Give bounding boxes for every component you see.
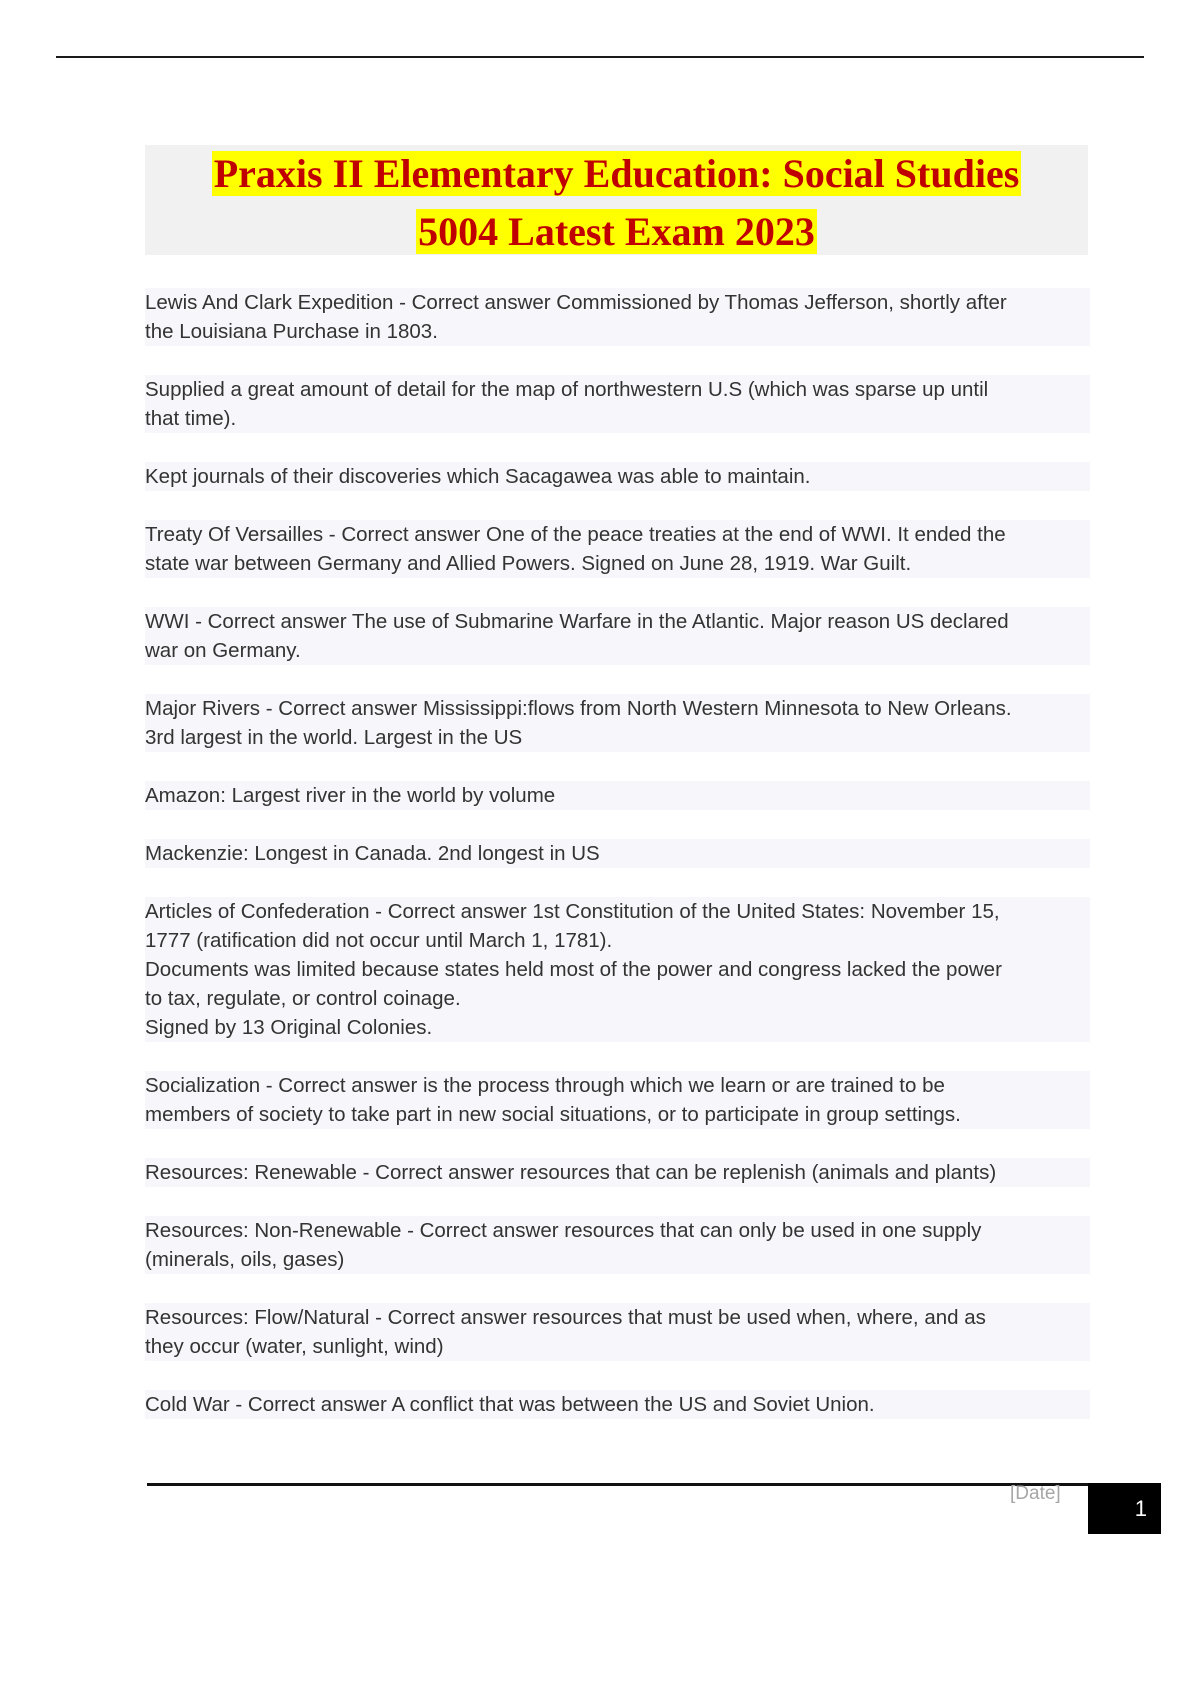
paragraph-line: members of society to take part in new social situations, or to participate in group settings.	[145, 1103, 961, 1126]
paragraph-line: Resources: Renewable - Correct answer resources that can be replenish (animals and plants)	[145, 1161, 997, 1184]
document-body	[145, 288, 1090, 1448]
paragraph	[145, 781, 1090, 810]
paragraph-line: Articles of Confederation - Correct answer 1st Constitution of the United States: November 15,	[145, 900, 1000, 923]
paragraph-line: WWI - Correct answer The use of Submarine Warfare in the Atlantic. Major reason US declared	[145, 610, 1009, 633]
footer-date: [Date]	[1010, 1483, 1061, 1504]
page-number: 1	[1134, 1496, 1147, 1521]
paragraph-line: Documents was limited because states held most of the power and congress lacked the power	[145, 958, 1002, 981]
paragraph-line: Socialization - Correct answer is the process through which we learn or are trained to be	[145, 1074, 945, 1097]
paragraph	[145, 288, 1090, 346]
paragraph	[145, 1216, 1090, 1274]
paragraph-line: 3rd largest in the world. Largest in the US	[145, 726, 523, 749]
paragraph-line: Kept journals of their discoveries which Sacagawea was able to maintain.	[145, 465, 811, 488]
paragraph-line: Major Rivers - Correct answer Mississippi:flows from North Western Minnesota to New Orleans.	[145, 697, 1012, 720]
paragraph	[145, 1390, 1090, 1419]
paragraph-line: 1777 (ratification did not occur until March 1, 1781).	[145, 929, 613, 952]
paragraph-line: Resources: Flow/Natural - Correct answer resources that must be used when, where, and as	[145, 1306, 986, 1329]
title-box	[145, 145, 1088, 255]
paragraph	[145, 520, 1090, 578]
paragraph-line: Treaty Of Versailles - Correct answer One of the peace treaties at the end of WWI. It ended the	[145, 523, 1006, 546]
paragraph-line: (minerals, oils, gases)	[145, 1248, 345, 1271]
paragraph-line: Signed by 13 Original Colonies.	[145, 1016, 433, 1039]
paragraph	[145, 607, 1090, 665]
paragraph-line: they occur (water, sunlight, wind)	[145, 1335, 444, 1358]
paragraph-line: that time).	[145, 407, 237, 430]
footer-rule	[147, 1483, 1090, 1486]
paragraph-line: Cold War - Correct answer A conflict that was between the US and Soviet Union.	[145, 1393, 875, 1416]
paragraph-line: state war between Germany and Allied Powers. Signed on June 28, 1919. War Guilt.	[145, 552, 912, 575]
page-number-box	[1088, 1483, 1161, 1534]
title-line-2	[145, 203, 1088, 261]
paragraph-line: war on Germany.	[145, 639, 301, 662]
top-rule	[56, 56, 1144, 58]
paragraph	[145, 1303, 1090, 1361]
paragraph-line: Lewis And Clark Expedition - Correct answer Commissioned by Thomas Jefferson, shortly after	[145, 291, 1007, 314]
paragraph	[145, 839, 1090, 868]
paragraph-line: the Louisiana Purchase in 1803.	[145, 320, 438, 343]
paragraph	[145, 1158, 1090, 1187]
title-line-1	[145, 145, 1088, 203]
paragraph-line: to tax, regulate, or control coinage.	[145, 987, 461, 1010]
paragraph-line: Resources: Non-Renewable - Correct answer resources that can only be used in one supply	[145, 1219, 982, 1242]
paragraph	[145, 897, 1090, 1042]
paragraph	[145, 462, 1090, 491]
title-text-2: 5004 Latest Exam 2023	[418, 209, 815, 254]
paragraph-line: Supplied a great amount of detail for the map of northwestern U.S (which was sparse up until	[145, 378, 989, 401]
paragraph	[145, 694, 1090, 752]
paragraph-line: Mackenzie: Longest in Canada. 2nd longest in US	[145, 842, 600, 865]
title-text-1: Praxis II Elementary Education: Social Studies	[213, 151, 1020, 196]
paragraph	[145, 1071, 1090, 1129]
paragraph-line: Amazon: Largest river in the world by volume	[145, 784, 556, 807]
paragraph	[145, 375, 1090, 433]
